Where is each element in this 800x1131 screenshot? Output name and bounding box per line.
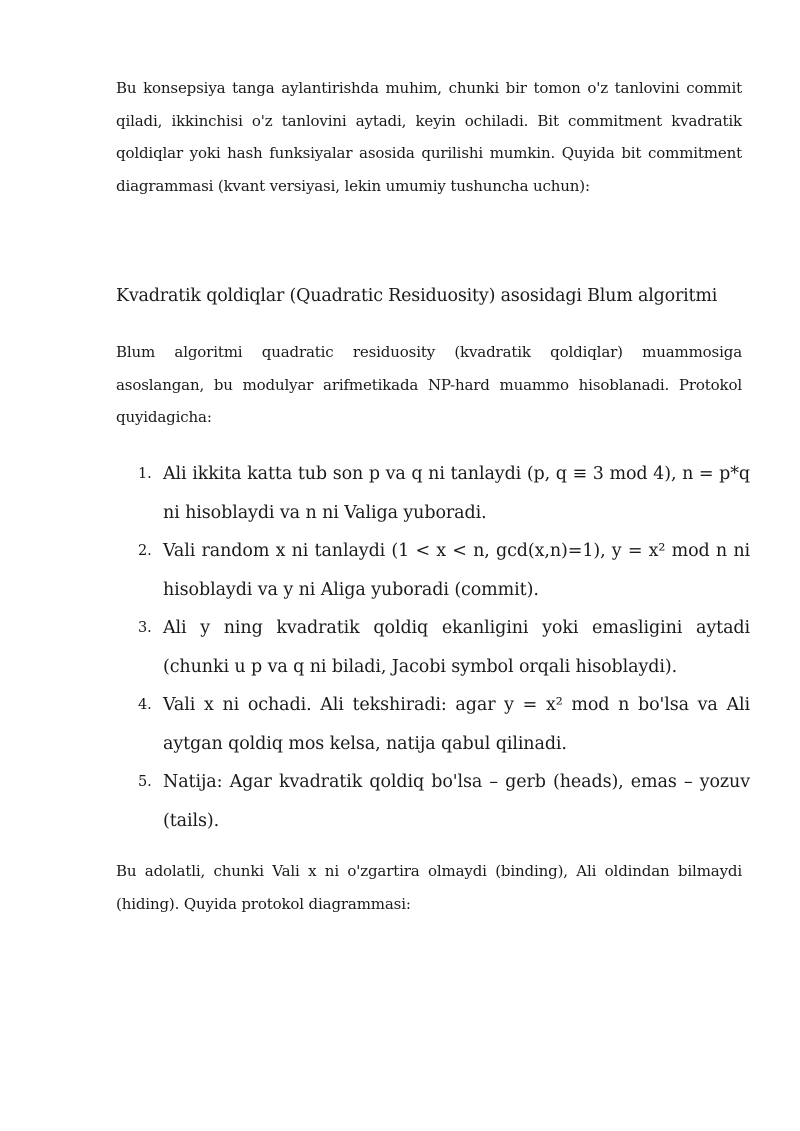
protocol-step <box>116 763 750 840</box>
blum-paragraph: Blum algoritmi quadratic residuosity (kvadratik qoldiqlar) muammosiga asoslangan, bu modulyar arifmetikada NP-hard muammo hisoblanadi. Protokol quyidagicha: <box>116 343 742 426</box>
section-heading: Kvadratik qoldiqlar (Quadratic Residuosity) asosidagi Blum algoritmi <box>116 286 718 306</box>
step-text: Ali ikkita katta tub son p va q ni tanlaydi (p, q ≡ 3 mod 4), n = p*q ni hisoblaydi va n ni Valiga yuboradi. <box>163 464 750 523</box>
closing-paragraph: Bu adolatli, chunki Vali x ni o'zgartira olmaydi (binding), Ali oldindan bilmaydi (hiding). Quyida protokol diagrammasi: <box>116 862 742 913</box>
step-number: 3. <box>138 620 152 636</box>
step-number: 4. <box>138 697 152 713</box>
protocol-step <box>116 532 750 609</box>
step-text: Ali y ning kvadratik qoldiq ekanligini yoki emasligini aytadi (chunki u p va q ni biladi, Jacobi symbol orqali hisoblaydi). <box>163 618 750 677</box>
protocol-step <box>116 455 750 532</box>
step-text: Natija: Agar kvadratik qoldiq bo'lsa – gerb (heads), emas – yozuv (tails). <box>163 772 750 831</box>
protocol-steps-list <box>116 455 750 840</box>
intro-paragraph: Bu konsepsiya tanga aylantirishda muhim, chunki bir tomon o'z tanlovini commit qiladi, ikkinchisi o'z tanlovini aytadi, keyin ochiladi. Bit commitment kvadratik qoldiqlar yoki hash funksiyalar asosida qurilishi mumkin. Quyida bit commitment diagrammasi (kvant versiyasi, lekin umumiy tushuncha uchun): <box>116 79 742 195</box>
protocol-step <box>116 609 750 686</box>
step-text: Vali x ni ochadi. Ali tekshiradi: agar y = x² mod n bo'lsa va Ali aytgan qoldiq mos kelsa, natija qabul qilinadi. <box>163 695 750 754</box>
step-text: Vali random x ni tanlaydi (1 < x < n, gcd(x,n)=1), y = x² mod n ni hisoblaydi va y ni Aliga yuboradi (commit). <box>163 541 750 600</box>
step-number: 2. <box>138 543 152 559</box>
step-number: 5. <box>138 774 152 790</box>
protocol-step <box>116 686 750 763</box>
step-number: 1. <box>138 466 152 482</box>
